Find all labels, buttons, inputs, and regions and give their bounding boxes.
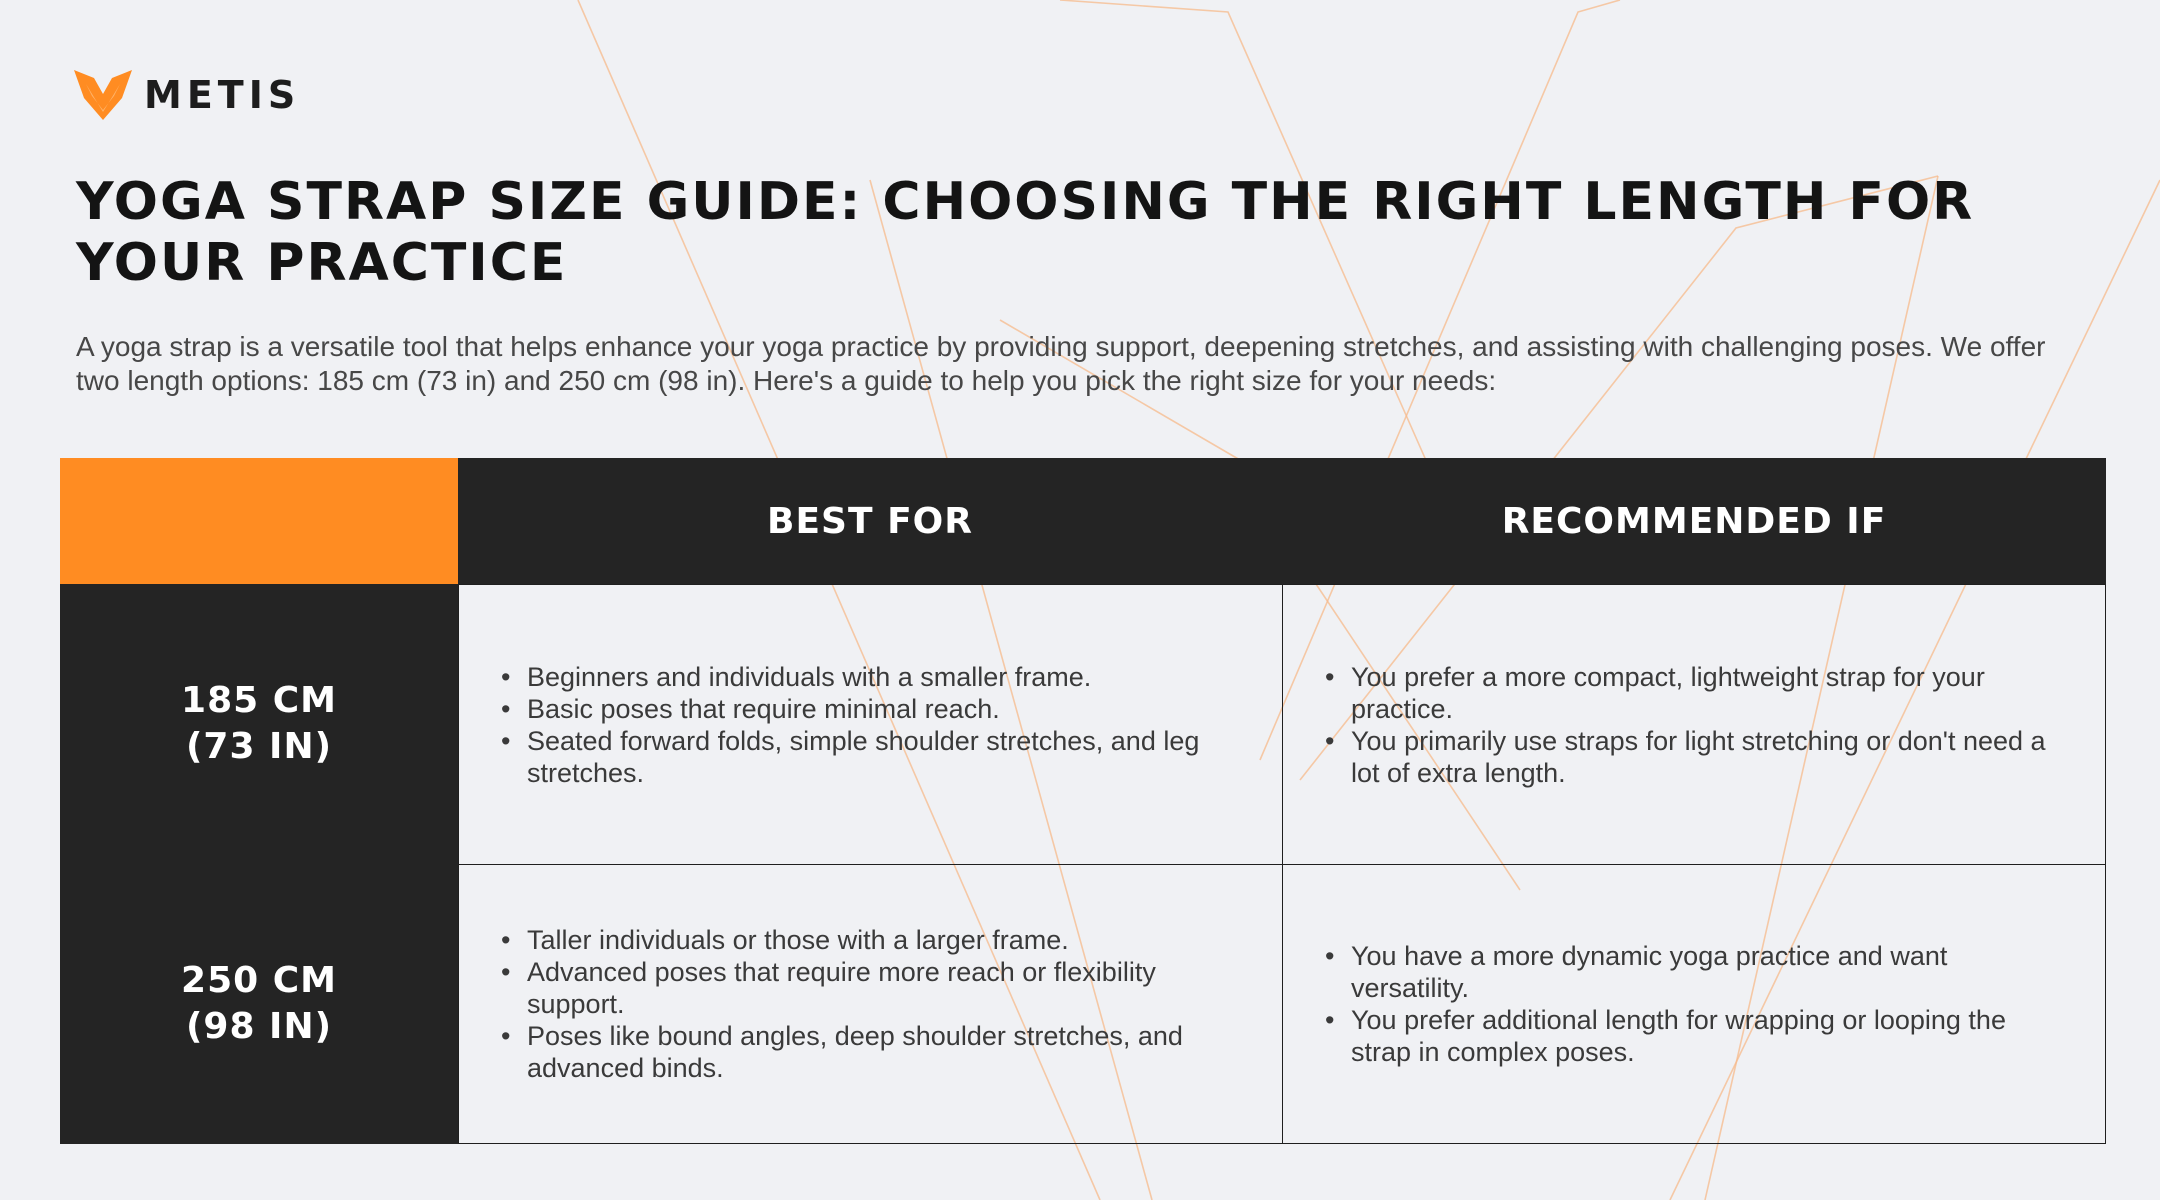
row-header-250: [60, 864, 458, 1144]
best-for-cell-250: [458, 864, 1282, 1144]
intro-paragraph: A yoga strap is a versatile tool that helps enhance your yoga practice by providing support, deepening stretches, and assisting with challenging poses. We offer two length options: 185 cm (73 in) and 250 cm (98 in). Here's a guide to help you pick the right size for your needs:: [76, 331, 2046, 396]
list-item: • Basic poses that require minimal reach.: [527, 693, 1242, 725]
list-item: • Advanced poses that require more reach or flexibility support.: [527, 956, 1242, 1020]
size-in-label: (73 IN): [185, 726, 333, 767]
best-for-list: [497, 661, 1242, 789]
page-title: YOGA STRAP SIZE GUIDE: CHOOSING THE RIGHT LENGTH FOR YOUR PRACTICE: [76, 172, 1975, 293]
header-best-for: BEST FOR: [458, 458, 1282, 584]
list-item: • You primarily use straps for light stretching or don't need a lot of extra length.: [1351, 725, 2065, 789]
table-corner-accent: [60, 458, 458, 584]
brand-name: METIS: [144, 73, 301, 117]
size-cm-label: 250 CM: [181, 960, 337, 1001]
list-item: • You prefer a more compact, lightweight strap for your practice.: [1351, 661, 2065, 725]
size-guide-table: [60, 458, 2106, 1144]
brand-logo: [74, 68, 300, 122]
recommended-if-list: [1321, 940, 2065, 1068]
best-for-cell-185: [458, 584, 1282, 864]
list-item: • You prefer additional length for wrapping or looping the strap in complex poses.: [1351, 1004, 2065, 1068]
m-shield-logo-icon: [74, 68, 132, 122]
list-item: • Seated forward folds, simple shoulder stretches, and leg stretches.: [527, 725, 1242, 789]
size-cm-label: 185 CM: [181, 680, 337, 721]
recommended-if-cell-185: [1282, 584, 2106, 864]
list-item: • You have a more dynamic yoga practice and want versatility.: [1351, 940, 2065, 1004]
list-item: • Beginners and individuals with a smaller frame.: [527, 661, 1242, 693]
recommended-if-cell-250: [1282, 864, 2106, 1144]
list-item: • Poses like bound angles, deep shoulder stretches, and advanced binds.: [527, 1020, 1242, 1084]
size-in-label: (98 IN): [185, 1006, 333, 1047]
best-for-list: [497, 924, 1242, 1084]
recommended-if-list: [1321, 661, 2065, 789]
header-recommended-if: RECOMMENDED IF: [1282, 458, 2106, 584]
list-item: • Taller individuals or those with a larger frame.: [527, 924, 1242, 956]
row-header-185: [60, 584, 458, 864]
